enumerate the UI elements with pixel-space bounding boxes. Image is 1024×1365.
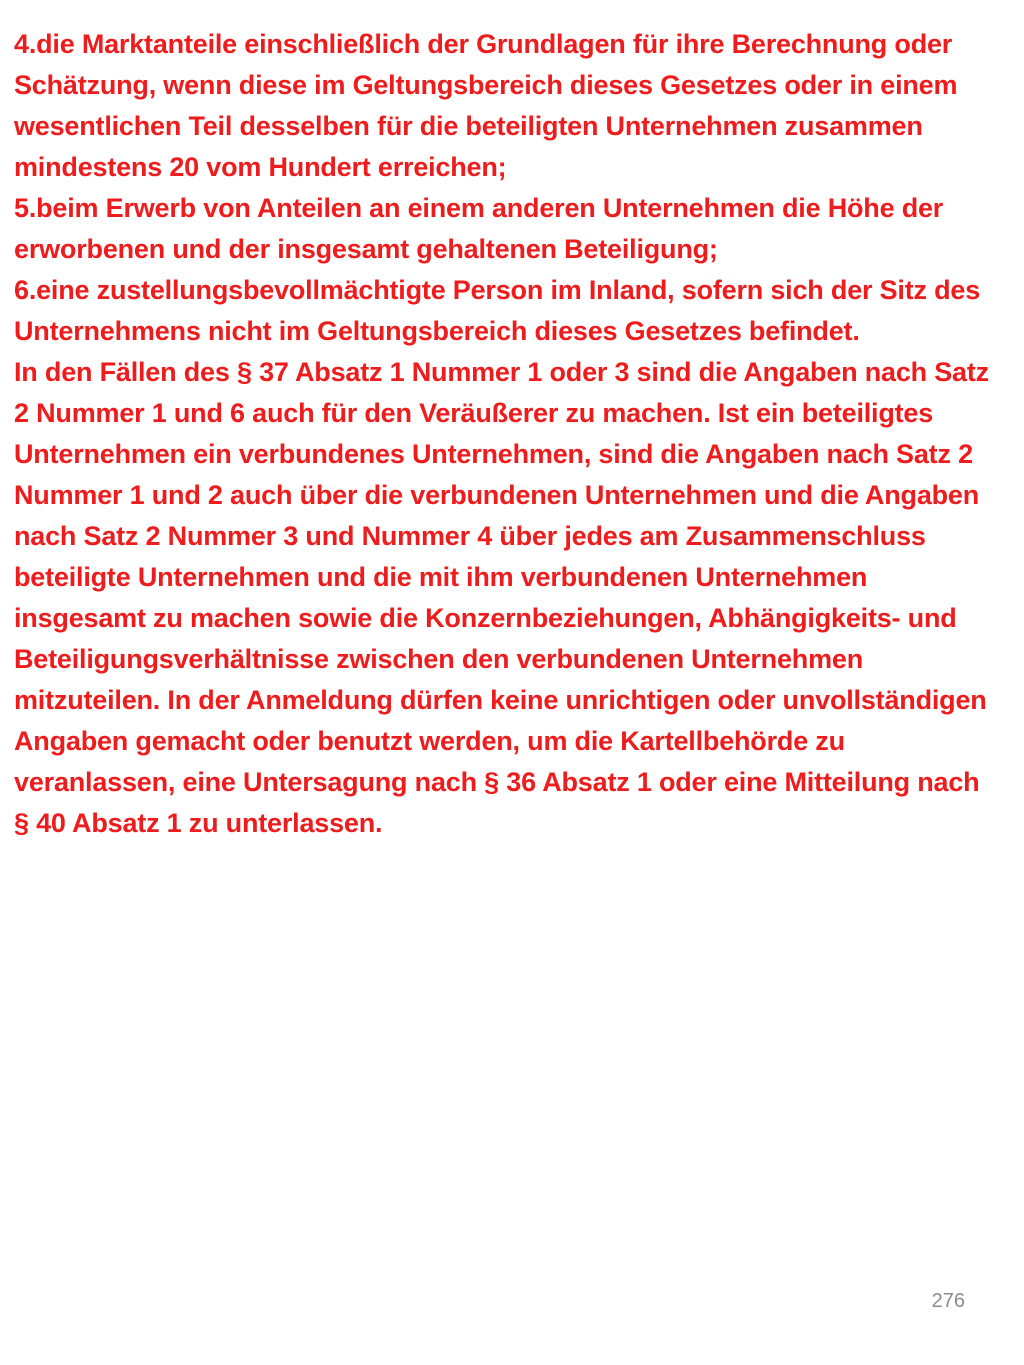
body-paragraph: In den Fällen des § 37 Absatz 1 Nummer 1 oder 3 sind die Angaben nach Satz 2 Nummer 1 und 6 auch für den Veräußerer zu machen. Ist ein beteiligtes Unternehmen ein verbundenes Unternehmen, sind die Angaben nach Satz 2 Nummer 1 und 2 auch über die verbundenen Unternehmen und die Angaben nach Satz 2 Nummer 3 und Nummer 4 über jedes am Zusammenschluss beteiligte Unternehmen und die mit ihm verbundenen Unternehmen insgesamt zu machen sowie die Konzernbeziehungen, Abhängigkeits- und Beteiligungsverhältnisse zwischen den verbundenen Unternehmen mitzuteilen. In der Anmeldung dürfen keine unrichtigen oder unvollständigen Angaben gemacht oder benutzt werden, um die Kartellbehörde zu veranlassen, eine Untersagung nach § 36 Absatz 1 oder eine Mitteilung nach § 40 Absatz 1 zu unterlassen. [14, 357, 989, 838]
page-number: 276 [931, 1290, 965, 1312]
list-item-4: 4.die Marktanteile einschließlich der Grundlagen für ihre Berechnung oder Schätzung, wenn diese im Geltungsbereich dieses Gesetzes oder in einem wesentlichen Teil desselben für die beteiligten Unternehmen zusammen mindestens 20 vom Hundert erreichen; [14, 29, 958, 182]
slide-body-text [14, 24, 994, 844]
list-item-6: 6.eine zustellungsbevollmächtigte Person im Inland, sofern sich der Sitz des Unternehmens nicht im Geltungsbereich dieses Gesetzes befindet. [14, 275, 981, 346]
list-item-5: 5.beim Erwerb von Anteilen an einem anderen Unternehmen die Höhe der erworbenen und der insgesamt gehaltenen Beteiligung; [14, 193, 944, 264]
